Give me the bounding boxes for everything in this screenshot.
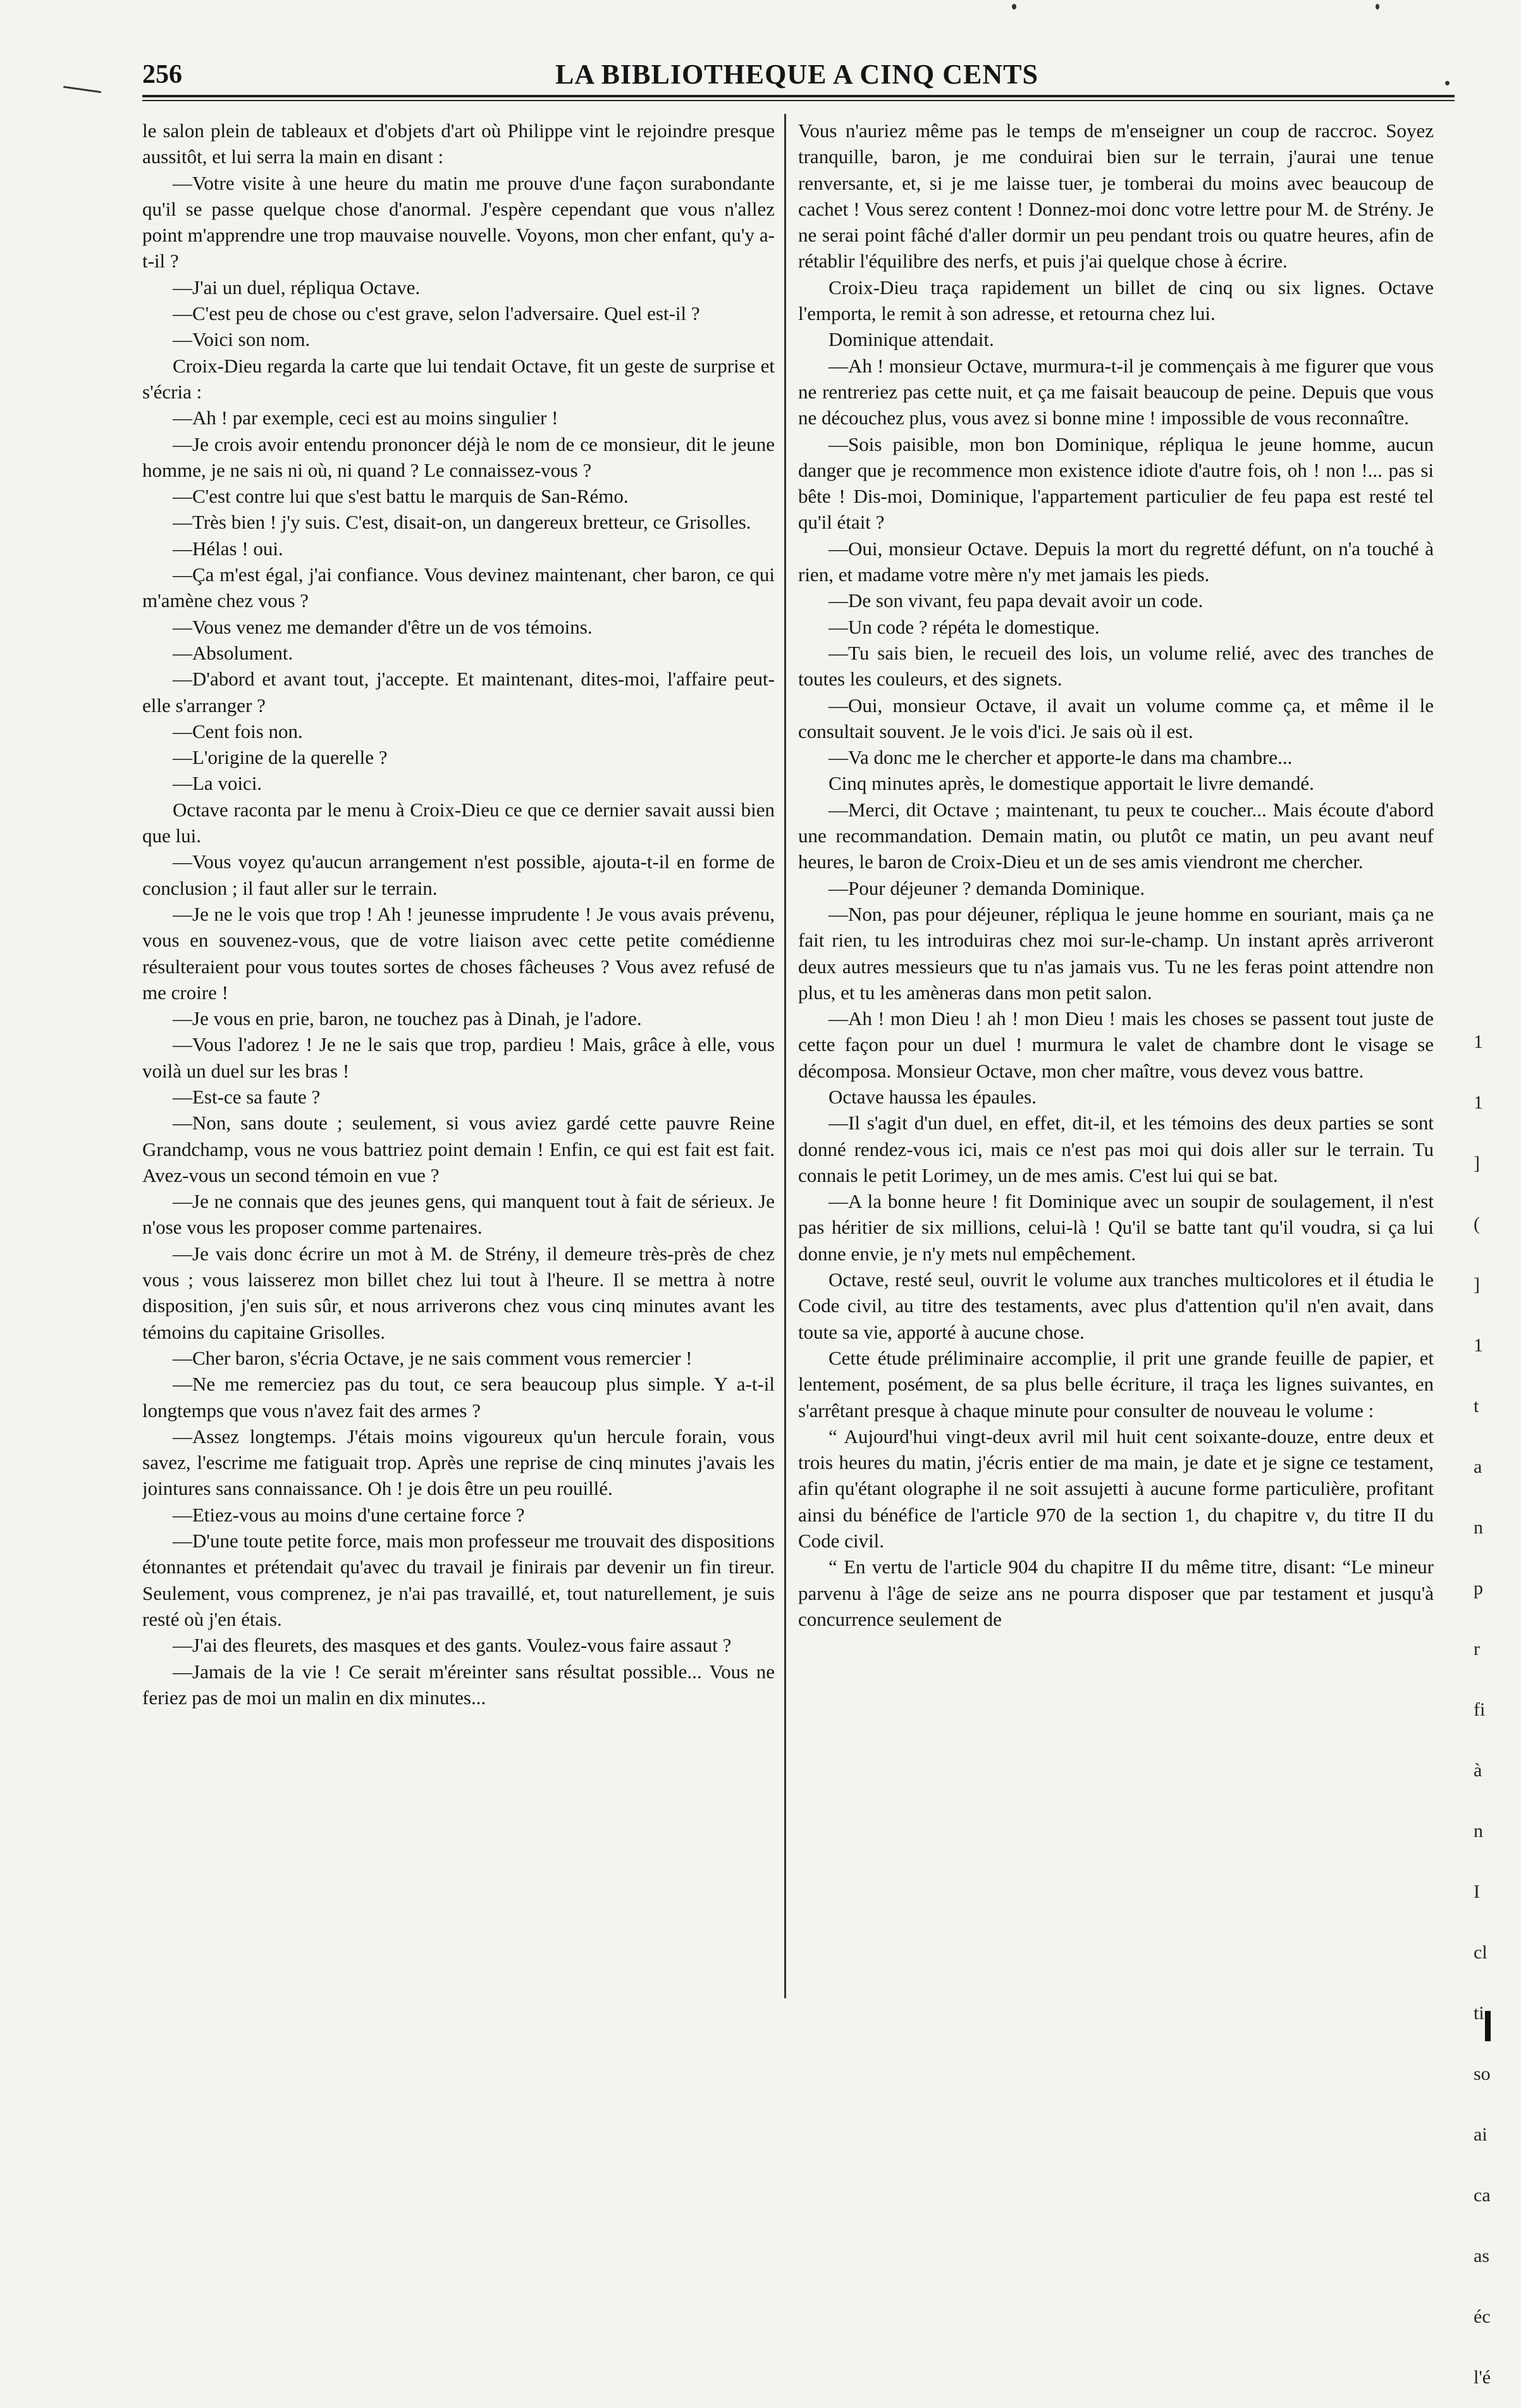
- edge-fragment: à: [1474, 1760, 1482, 1781]
- paragraph: —Ah ! mon Dieu ! ah ! mon Dieu ! mais les choses se passent tout juste de cette façon pour un duel ! murmura le valet de chambre dont le visage se décomposa. Monsieur Octave, mon cher maître, vous devez vous battre.: [798, 1007, 1434, 1082]
- paragraph: —Je crois avoir entendu prononcer déjà le nom de ce monsieur, dit le jeune homme, je ne sais ni où, ni quand ? Le connaissez-vous ?: [142, 433, 775, 481]
- header-rule-thin: [142, 100, 1455, 101]
- paragraph: Octave, resté seul, ouvrit le volume aux tranches multicolores et il étudia le Code civil, au titre des testaments, avec plus d'attention qu'il n'en avait, dans toute sa vie, apporté à aucune chose.: [798, 1268, 1434, 1343]
- paragraph: —A la bonne heure ! fit Dominique avec un soupir de soulagement, il n'est pas héritier de six millions, celui-là ! Qu'il se batte tant qu'il voudra, si ça lui donne envie, je n'y mets nul empêchement.: [798, 1190, 1434, 1265]
- speck: [1012, 4, 1016, 9]
- paragraph: Croix-Dieu regarda la carte que lui tendait Octave, fit un geste de surprise et s'écria :: [142, 354, 775, 403]
- paragraph: —Sois paisible, mon bon Dominique, répliqua le jeune homme, aucun danger que je recommence mon existence idiote d'autre fois, oh ! non !... pas si bête ! Dis-moi, Dominique, l'appartement particulier de feu papa est resté tel qu'il était ?: [798, 433, 1434, 534]
- paragraph: —Votre visite à une heure du matin me prouve d'une façon surabondante qu'il se passe quelque chose d'anormal. J'espère cependant que vous n'allez point m'apprendre une trop mauvaise nouvelle. Voyons, mon cher enfant, qu'y a-t-il ?: [142, 171, 775, 273]
- edge-fragment: l'é: [1474, 2367, 1491, 2388]
- page-header: [142, 53, 1451, 91]
- adjacent-page-edge: [1474, 1012, 1518, 2408]
- paragraph: Cinq minutes après, le domestique apportait le livre demandé.: [828, 772, 1314, 795]
- edge-fragment: ]: [1474, 1153, 1480, 1174]
- page-number: 256: [142, 60, 182, 89]
- paragraph: —Je ne connais que des jeunes gens, qui manquent tout à fait de sérieux. Je n'ose vous les proposer comme partenaires.: [142, 1190, 775, 1239]
- edge-fragment: r: [1474, 1638, 1480, 1659]
- paragraph: —Vous voyez qu'aucun arrangement n'est possible, ajouta-t-il en forme de conclusion ; il faut aller sur le terrain.: [142, 851, 775, 899]
- paragraph: —Cher baron, s'écria Octave, je ne sais comment vous remercier !: [173, 1346, 693, 1369]
- paragraph: Cette étude préliminaire accomplie, il prit une grande feuille de papier, et lentement, posément, de sa plus belle écriture, il traça les lignes suivantes, en s'arrêtant presque à chaque minute pour consulter de nouveau le volume :: [798, 1346, 1434, 1422]
- paragraph: —D'une toute petite force, mais mon professeur me trouvait des dispositions étonnantes et prétendait qu'avec du travail je finirais par devenir un fin tireur. Seulement, vous comprenez, je n'ai pas travaillé, et, tout naturellement, je suis resté où j'en étais.: [142, 1530, 775, 1630]
- paragraph: Croix-Dieu traça rapidement un billet de cinq ou six lignes. Octave l'emporta, le remit à son adresse, et retourna chez lui.: [798, 276, 1434, 325]
- edge-fragment: 1: [1474, 1092, 1483, 1113]
- edge-fragment: n: [1474, 1517, 1483, 1538]
- edge-fragment: I: [1474, 1881, 1480, 1902]
- paragraph: Octave raconta par le menu à Croix-Dieu ce que ce dernier savait aussi bien que lui.: [142, 798, 775, 847]
- paragraph: —Absolument.: [173, 641, 293, 664]
- edge-fragment: ai: [1474, 2124, 1487, 2145]
- speck: [1445, 81, 1450, 85]
- edge-fragment: (: [1474, 1213, 1480, 1234]
- paragraph: —Très bien ! j'y suis. C'est, disait-on, un dangereux bretteur, ce Grisolles.: [173, 511, 751, 534]
- paragraph: —Ne me remerciez pas du tout, ce sera beaucoup plus simple. Y a-t-il longtemps que vous n'avez fait des armes ?: [142, 1373, 775, 1422]
- paragraph: —Il s'agit d'un duel, en effet, dit-il, et les témoins des deux parties se sont donné rendez-vous ici, mais ce n'est pas moi qui dois aller sur le terrain. Tu connais le petit Lorimey, un de mes amis. C'est lui qui se bat.: [798, 1112, 1434, 1186]
- edge-fragment: ca: [1474, 2185, 1491, 2206]
- paragraph: —Merci, dit Octave ; maintenant, tu peux te coucher... Mais écoute d'abord une recommandation. Demain matin, ou plutôt ce matin, un peu avant neuf heures, le baron de Croix-Dieu et un de ses amis viendront me chercher.: [798, 798, 1434, 873]
- paragraph: —Je vais donc écrire un mot à M. de Strény, il demeure très-près de chez vous ; vous laisserez mon billet chez lui tout à l'heure. Il se mettra à notre disposition, j'en suis sûr, et nous arriverons chez vous cinq minutes avant les témoins du capitaine Grisolles.: [142, 1242, 775, 1343]
- paragraph: —Un code ? répéta le domestique.: [828, 615, 1100, 638]
- paragraph: —J'ai un duel, répliqua Octave.: [173, 276, 421, 298]
- edge-fragment: 1: [1474, 1031, 1483, 1052]
- paragraph: —Ah ! monsieur Octave, murmura-t-il je commençais à me figurer que vous ne rentreriez pas cette nuit, et ça me faisait beaucoup de peine. Depuis que vous ne découchez plus, vous avez si bonne mine ! impossible de vous reconnaître.: [798, 354, 1434, 429]
- header-rule: [142, 95, 1455, 97]
- paragraph: —J'ai des fleurets, des masques et des gants. Voulez-vous faire assaut ?: [173, 1634, 732, 1657]
- paragraph: Vous n'auriez même pas le temps de m'enseigner un coup de raccroc. Soyez tranquille, baron, je me conduirai bien sur le terrain, j'aurai une tenue renversante, et, si je me laisse tuer, je tomberai du moins avec beaucoup de cachet ! Vous serez content ! Donnez-moi donc votre lettre pour M. de Strény. Je ne serai point fâché d'aller dormir un peu pendant trois ou quatre heures, afin de rétablir l'équilibre des nerfs, et puis j'ai quelque chose à écrire.: [798, 120, 1434, 273]
- edge-fragment: n: [1474, 1821, 1483, 1841]
- paragraph: —Assez longtemps. J'étais moins vigoureux qu'un hercule forain, vous savez, l'escrime me fatiguait trop. Après une reprise de cinq minutes j'avais les jointures sans connaissance. Oh ! je dois être un peu rouillé.: [142, 1425, 775, 1500]
- paragraph: —D'abord et avant tout, j'accepte. Et maintenant, dites-moi, l'affaire peut-elle s'arranger ?: [142, 668, 775, 716]
- paragraph: —Vous venez me demander d'être un de vos témoins.: [173, 615, 593, 638]
- column-divider: [784, 114, 786, 1998]
- paragraph: —C'est contre lui que s'est battu le marquis de San-Rémo.: [173, 485, 629, 508]
- paragraph: —De son vivant, feu papa devait avoir un code.: [828, 589, 1204, 612]
- paragraph: Octave haussa les épaules.: [828, 1085, 1037, 1108]
- edge-fragment: so: [1474, 2063, 1491, 2084]
- edge-fragment: p: [1474, 1578, 1483, 1599]
- paragraph: —Ah ! par exemple, ceci est au moins singulier !: [173, 407, 558, 429]
- edge-fragment: ti: [1474, 2003, 1484, 2024]
- edge-fragment: éc: [1474, 2306, 1491, 2327]
- paragraph: —C'est peu de chose ou c'est grave, selon l'adversaire. Quel est-il ?: [173, 302, 700, 325]
- paragraph: “ Aujourd'hui vingt-deux avril mil huit cent soixante-douze, entre deux et trois heures du matin, j'écris entier de ma main, je date et je signe ce testament, afin qu'étant olographe il ne soit assujetti à aucune forme particulière, profitant ainsi du bénéfice de l'article 970 de la section 1, du chapitre v, du titre II du Code civil.: [798, 1425, 1434, 1552]
- paragraph: le salon plein de tableaux et d'objets d'art où Philippe vint le rejoindre presque aussitôt, et lui serra la main en disant :: [142, 120, 775, 168]
- paragraph: —L'origine de la querelle ?: [173, 746, 388, 769]
- bottom-mark: [1485, 2011, 1491, 2041]
- paragraph: —La voici.: [173, 772, 262, 795]
- paragraph: —Je ne le vois que trop ! Ah ! jeunesse imprudente ! Je vous avais prévenu, vous en souvenez-vous, que de votre liaison avec cette petite comédienne résulteraient pour vous toutes sortes de choses fâcheuses ? Vous avez refusé de me croire !: [142, 902, 775, 1004]
- edge-fragment: t: [1474, 1396, 1479, 1416]
- edge-fragment: fi: [1474, 1699, 1486, 1720]
- edge-fragment: as: [1474, 2245, 1489, 2266]
- paragraph: —Vous l'adorez ! Je ne le sais que trop, pardieu ! Mais, grâce à elle, vous voilà un duel sur les bras !: [142, 1033, 775, 1082]
- paragraph: “ En vertu de l'article 904 du chapitre II du même titre, disant: “Le mineur parvenu à l'âge de seize ans ne pourra disposer que par testament et jusqu'à concurrence seulement de: [798, 1556, 1434, 1630]
- paragraph: —Jamais de la vie ! Ce serait m'éreinter sans résultat possible... Vous ne feriez pas de moi un malin en dix minutes...: [142, 1660, 775, 1709]
- paragraph: —Oui, monsieur Octave, il avait un volume comme ça, et même il le consultait souvent. Je le vois d'ici. Je sais où il est.: [798, 694, 1434, 742]
- edge-fragment: ]: [1474, 1274, 1480, 1295]
- paragraph: —Je vous en prie, baron, ne touchez pas à Dinah, je l'adore.: [173, 1007, 642, 1030]
- paragraph: —Etiez-vous au moins d'une certaine force ?: [173, 1503, 525, 1526]
- paragraph: —Voici son nom.: [173, 328, 311, 351]
- right-column: [798, 118, 1434, 2002]
- margin-mark: [63, 86, 101, 93]
- paragraph: —Pour déjeuner ? demanda Dominique.: [828, 876, 1145, 899]
- edge-fragment: a: [1474, 1456, 1482, 1477]
- paragraph: —Est-ce sa faute ?: [173, 1085, 321, 1108]
- running-title: LA BIBLIOTHEQUE A CINQ CENTS: [555, 59, 1038, 90]
- paragraph: —Oui, monsieur Octave. Depuis la mort du regretté défunt, on n'a touché à rien, et madame votre mère n'y met jamais les pieds.: [798, 537, 1434, 586]
- paragraph: Dominique attendait.: [828, 328, 994, 351]
- paragraph: —Va donc me le chercher et apporte-le dans ma chambre...: [828, 746, 1293, 769]
- paragraph: —Non, sans doute ; seulement, si vous aviez gardé cette pauvre Reine Grandchamp, vous ne vous battriez point demain ! Enfin, ce qui est fait est fait. Avez-vous un second témoin en vue ?: [142, 1112, 775, 1186]
- paragraph: —Cent fois non.: [173, 720, 303, 742]
- left-column: [142, 118, 775, 2002]
- paragraph: —Non, pas pour déjeuner, répliqua le jeune homme en souriant, mais ça ne fait rien, tu les introduiras chez moi sur-le-champ. Un instant après arriveront deux autres messieurs que tu n'as jamais vus. Tu ne les feras point attendre non plus, et tu les amèneras dans mon petit salon.: [798, 902, 1434, 1004]
- paragraph: —Ça m'est égal, j'ai confiance. Vous devinez maintenant, cher baron, ce qui m'amène chez vous ?: [142, 563, 775, 612]
- paragraph: —Hélas ! oui.: [173, 537, 283, 560]
- speck: [1376, 4, 1379, 9]
- edge-fragment: 1: [1474, 1335, 1483, 1356]
- paragraph: —Tu sais bien, le recueil des lois, un volume relié, avec des tranches de toutes les couleurs, et des signets.: [798, 641, 1434, 691]
- edge-fragment: cl: [1474, 1942, 1487, 1963]
